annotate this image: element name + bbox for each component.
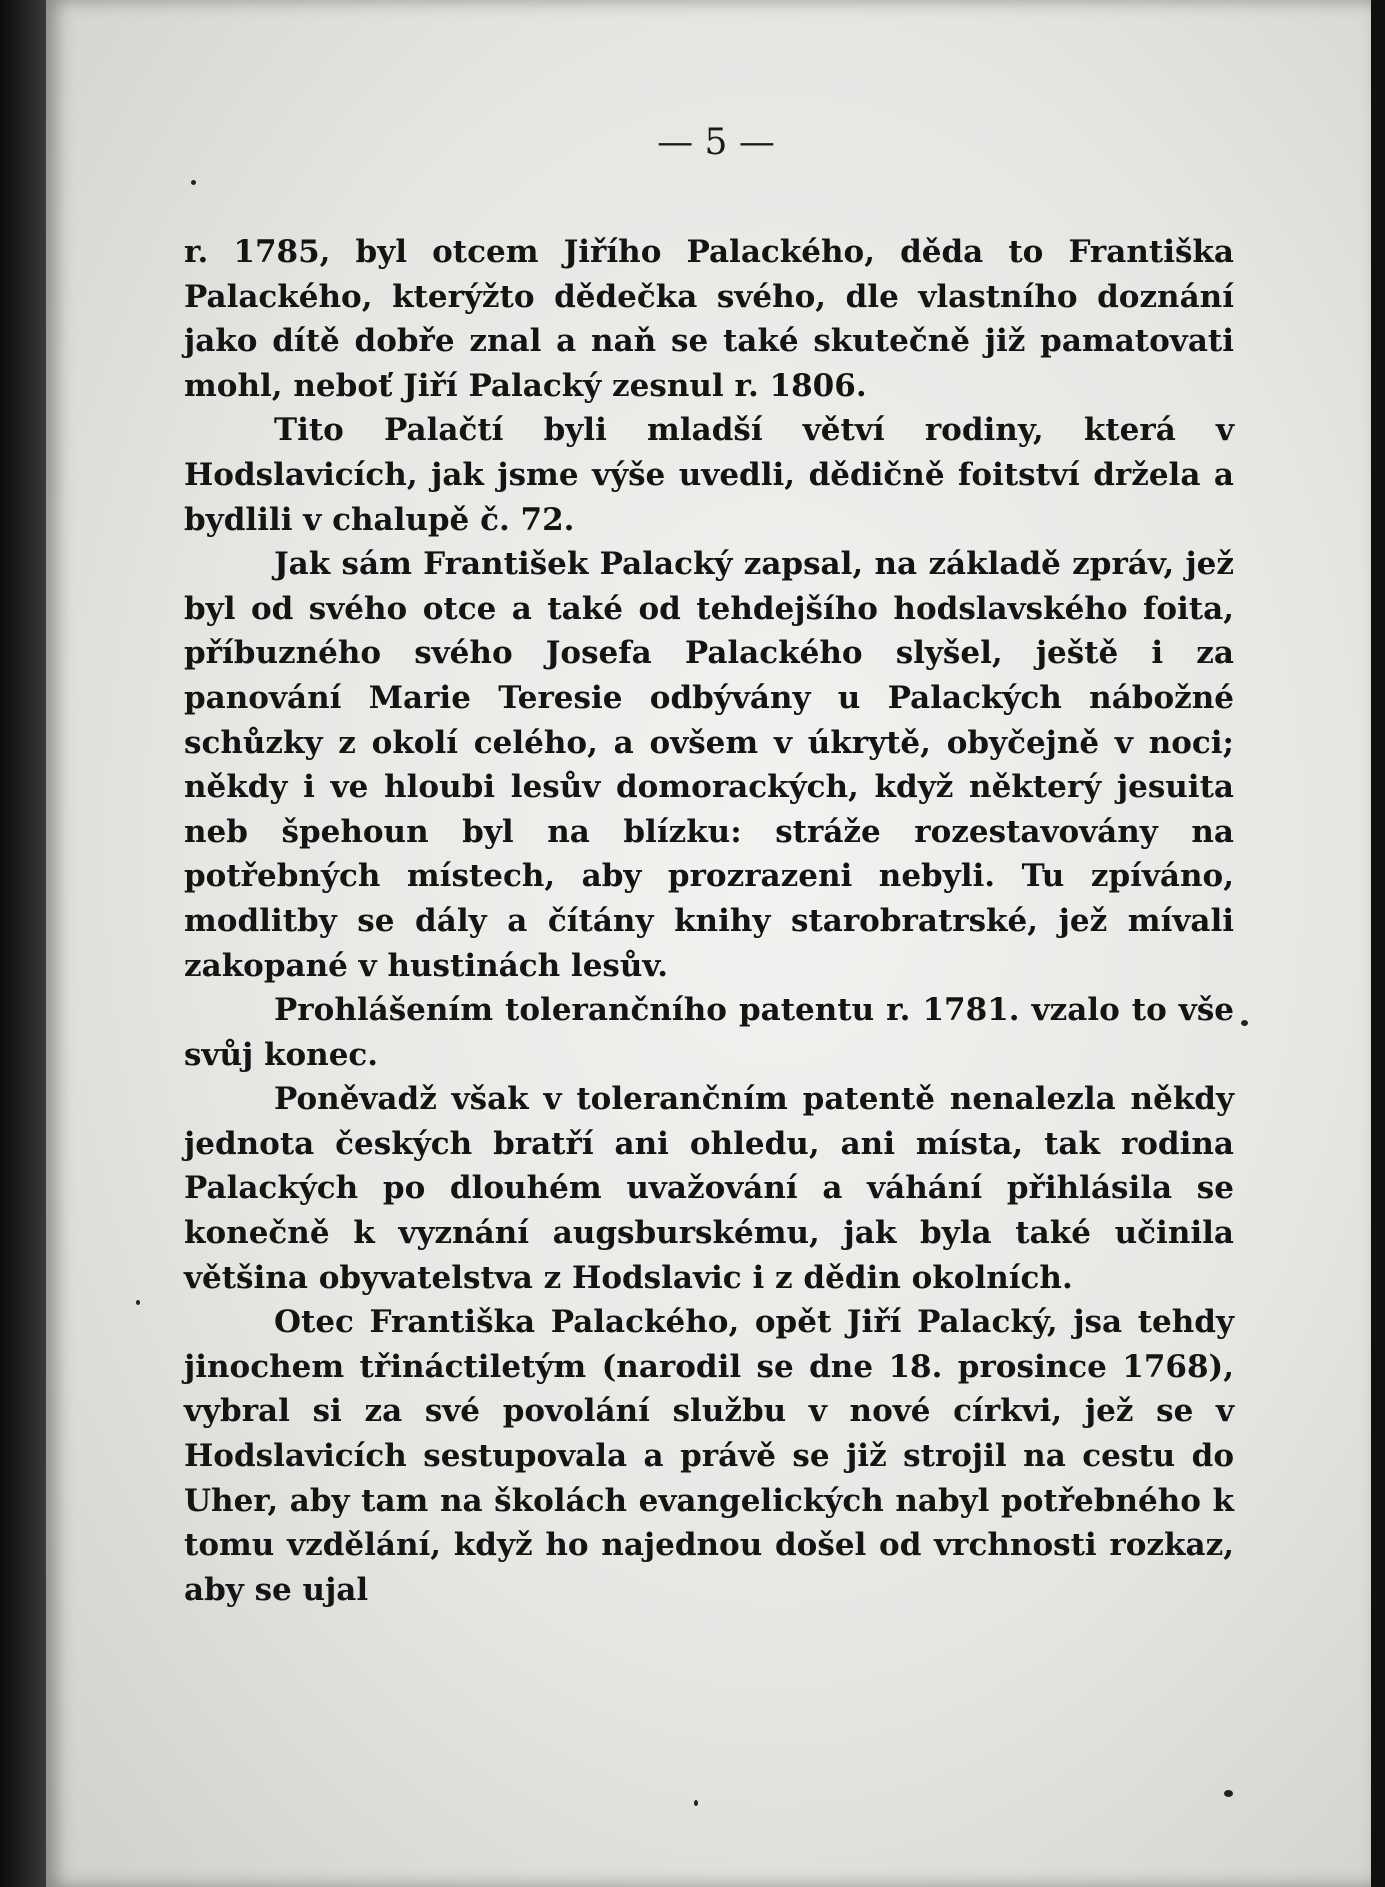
page-text — [184, 230, 1234, 1612]
paragraph-1: r. 1785, byl otcem Jiřího Palackého, děda to Františka Palackého, kterýžto dědečka svého, dle vlastního doznání jako dítě dobře znal a naň se také skutečně již pamatovati mohl, neboť Jiří Palacký zesnul r. 1806. — [184, 234, 1234, 404]
paper-speck — [1224, 1790, 1233, 1797]
paper-speck — [191, 180, 196, 185]
book-spine-shadow — [0, 0, 46, 1887]
page-number: — 5 — — [657, 122, 775, 163]
paper-speck — [694, 1800, 698, 1806]
book-page — [46, 0, 1371, 1887]
paragraph-6: Otec Františka Palackého, opět Jiří Palacký, jsa tehdy jinochem třináctiletým (narodil se dne 18. prosince 1768), vybral si za své povolání službu v nové církvi, jež se v Hodslavicích sestupovala a právě se již strojil na cestu do Uher, aby tam na školách evangelických nabyl potřebného k tomu vzdělání, když ho najednou došel od vrchnosti rozkaz, aby se ujal — [184, 1304, 1234, 1608]
page-right-edge — [1371, 0, 1385, 1887]
paper-speck — [136, 1300, 140, 1305]
paragraph-3: Jak sám František Palacký zapsal, na základě zpráv, jež byl od svého otce a také od tehdejšího hodslavského foita, příbuzného svého Josefa Palackého slyšel, ještě i za panování Marie Teresie odbývány u Palackých nábožné schůzky z okolí celého, a ovšem v úkrytě, obyčejně v noci; někdy i ve hloubi lesův domorackých, když některý jesuita neb špehoun byl na blízku: stráže rozestavovány na potřebných místech, aby prozrazeni nebyli. Tu zpíváno, modlitby se dály a čítány knihy starobratrské, jež mívali zakopané v hustinách lesův. — [184, 546, 1234, 984]
paragraph-4: Prohlášením tolerančního patentu r. 1781. vzalo to vše svůj konec. — [184, 992, 1234, 1073]
paragraph-2: Tito Palačtí byli mladší větví rodiny, která v Hodslavicích, jak jsme výše uvedli, dědičně foitství držela a bydlili v chalupě č. 72. — [184, 412, 1234, 538]
paper-speck — [1241, 1020, 1248, 1026]
paragraph-5: Poněvadž však v tolerančním patentě nenalezla někdy jednota českých bratří ani ohledu, ani místa, tak rodina Palackých po dlouhém uvažování a váhání přihlásila se konečně k vyznání augsburskému, jak byla také učinila většina obyvatelstva z Hodslavic i z dědin okolních. — [184, 1081, 1234, 1296]
